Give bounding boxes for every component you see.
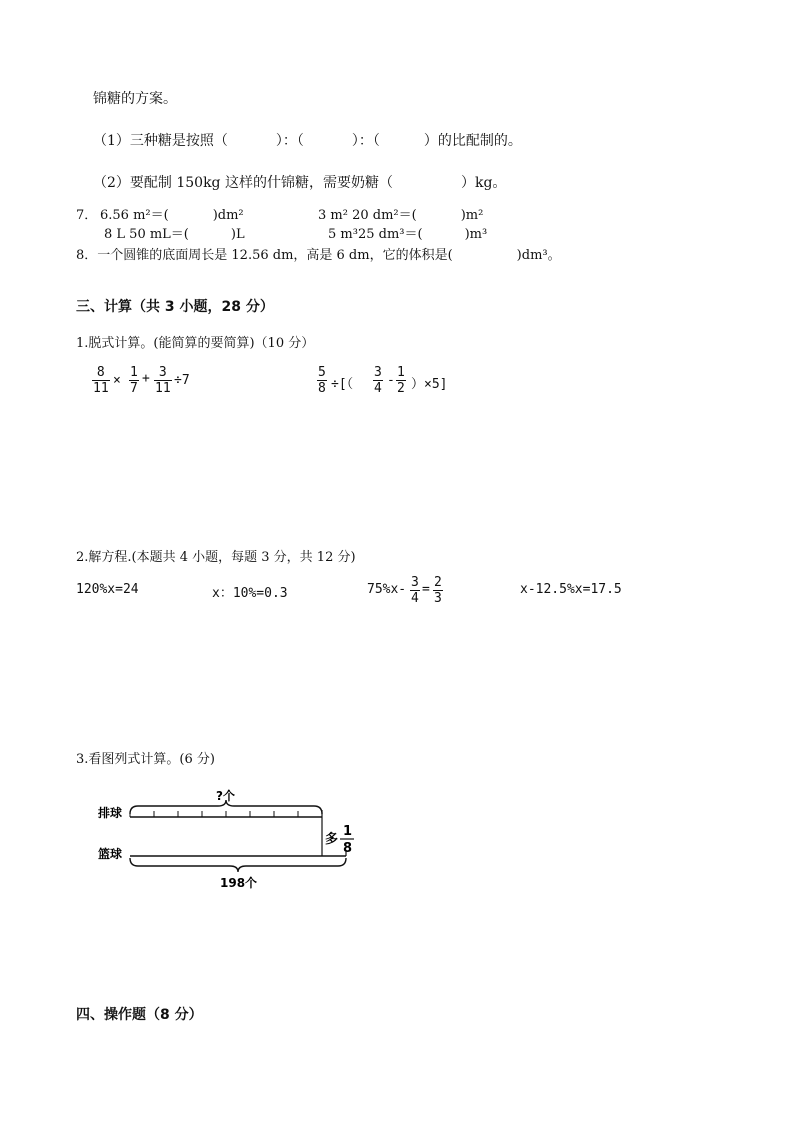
item-7a: 6.56 m²＝( )dm² xyxy=(100,208,244,223)
times-sign: × xyxy=(113,373,121,388)
fraction-8-11: 8 11 xyxy=(93,365,109,396)
question-label: ?个 xyxy=(216,789,235,803)
item-7d: 5 m³25 dm³＝( )m³ xyxy=(328,227,488,242)
question-2 xyxy=(93,172,506,192)
equation-1: 120%x=24 xyxy=(76,582,139,597)
section-3-title: 三、计算（共 3 小题，28 分） xyxy=(76,299,274,315)
fraction-2-3-eq: 2 3 xyxy=(434,575,442,606)
question-1 xyxy=(93,130,522,150)
intro-text: 锦糖的方案。 xyxy=(93,91,177,107)
fraction-3-11: 3 11 xyxy=(155,365,171,396)
section-4-title: 四、操作题（8 分） xyxy=(76,1007,203,1023)
item-8: 8．一个圆锥的底面周长是 12.56 dm，高是 6 dm，它的体积是( )dm³。 xyxy=(76,248,561,263)
fraction-5-8: 5 8 xyxy=(318,365,326,396)
divide-7: ÷7 xyxy=(174,373,190,388)
fraction-denominator: 8 xyxy=(343,841,353,856)
item-7b: 3 m² 20 dm²＝( )m² xyxy=(318,208,484,223)
bracket-times-5: ）×5] xyxy=(411,377,448,392)
item-7-num: 7． xyxy=(76,208,98,223)
plus-sign: + xyxy=(142,371,150,386)
minus-sign: - xyxy=(387,373,395,388)
bottom-brace xyxy=(130,858,346,872)
fraction-numerator: 1 xyxy=(343,824,353,839)
calc-3-title: 3.看图列式计算。(6 分) xyxy=(76,752,215,767)
calc-2-title: 2.解方程.(本题共 4 小题，每题 3 分，共 12 分) xyxy=(76,550,356,565)
q1-prefix: （1）三种糖是按照（ xyxy=(93,133,228,149)
fraction-3-4-eq: 3 4 xyxy=(411,575,419,606)
label-volleyball: 排球 xyxy=(98,806,123,820)
item-7c: 8 L 50 mL＝( )L xyxy=(104,227,245,242)
equals-sign: = xyxy=(422,582,430,597)
calc-1-title: 1.脱式计算。(能简算的要简算)（10 分） xyxy=(76,336,315,351)
q1-sep1: ）：（ xyxy=(275,133,304,149)
q1-sep2: ）：（ xyxy=(351,133,380,149)
fraction-1-2: 1 2 xyxy=(397,365,405,396)
equation-2: x：10%=0.3 xyxy=(212,586,288,601)
divide-bracket: ÷[（ xyxy=(331,377,354,392)
fraction-1-7: 1 7 xyxy=(130,365,138,396)
equation-3-prefix: 75%x- xyxy=(367,582,407,597)
total-label: 198个 xyxy=(220,876,258,890)
more-label: 多 xyxy=(325,832,339,847)
ball-comparison-diagram xyxy=(80,780,380,895)
equation-4: x-12.5%x=17.5 xyxy=(520,582,622,597)
q1-suffix: ）的比配制的。 xyxy=(423,133,522,149)
segment-ticks xyxy=(130,811,322,817)
q2-suffix: ）kg。 xyxy=(460,175,507,191)
fraction-3-4: 3 4 xyxy=(374,365,382,396)
label-basketball: 篮球 xyxy=(98,847,123,861)
q2-prefix: （2）要配制 150kg 这样的什锦糖，需要奶糖（ xyxy=(93,175,393,191)
